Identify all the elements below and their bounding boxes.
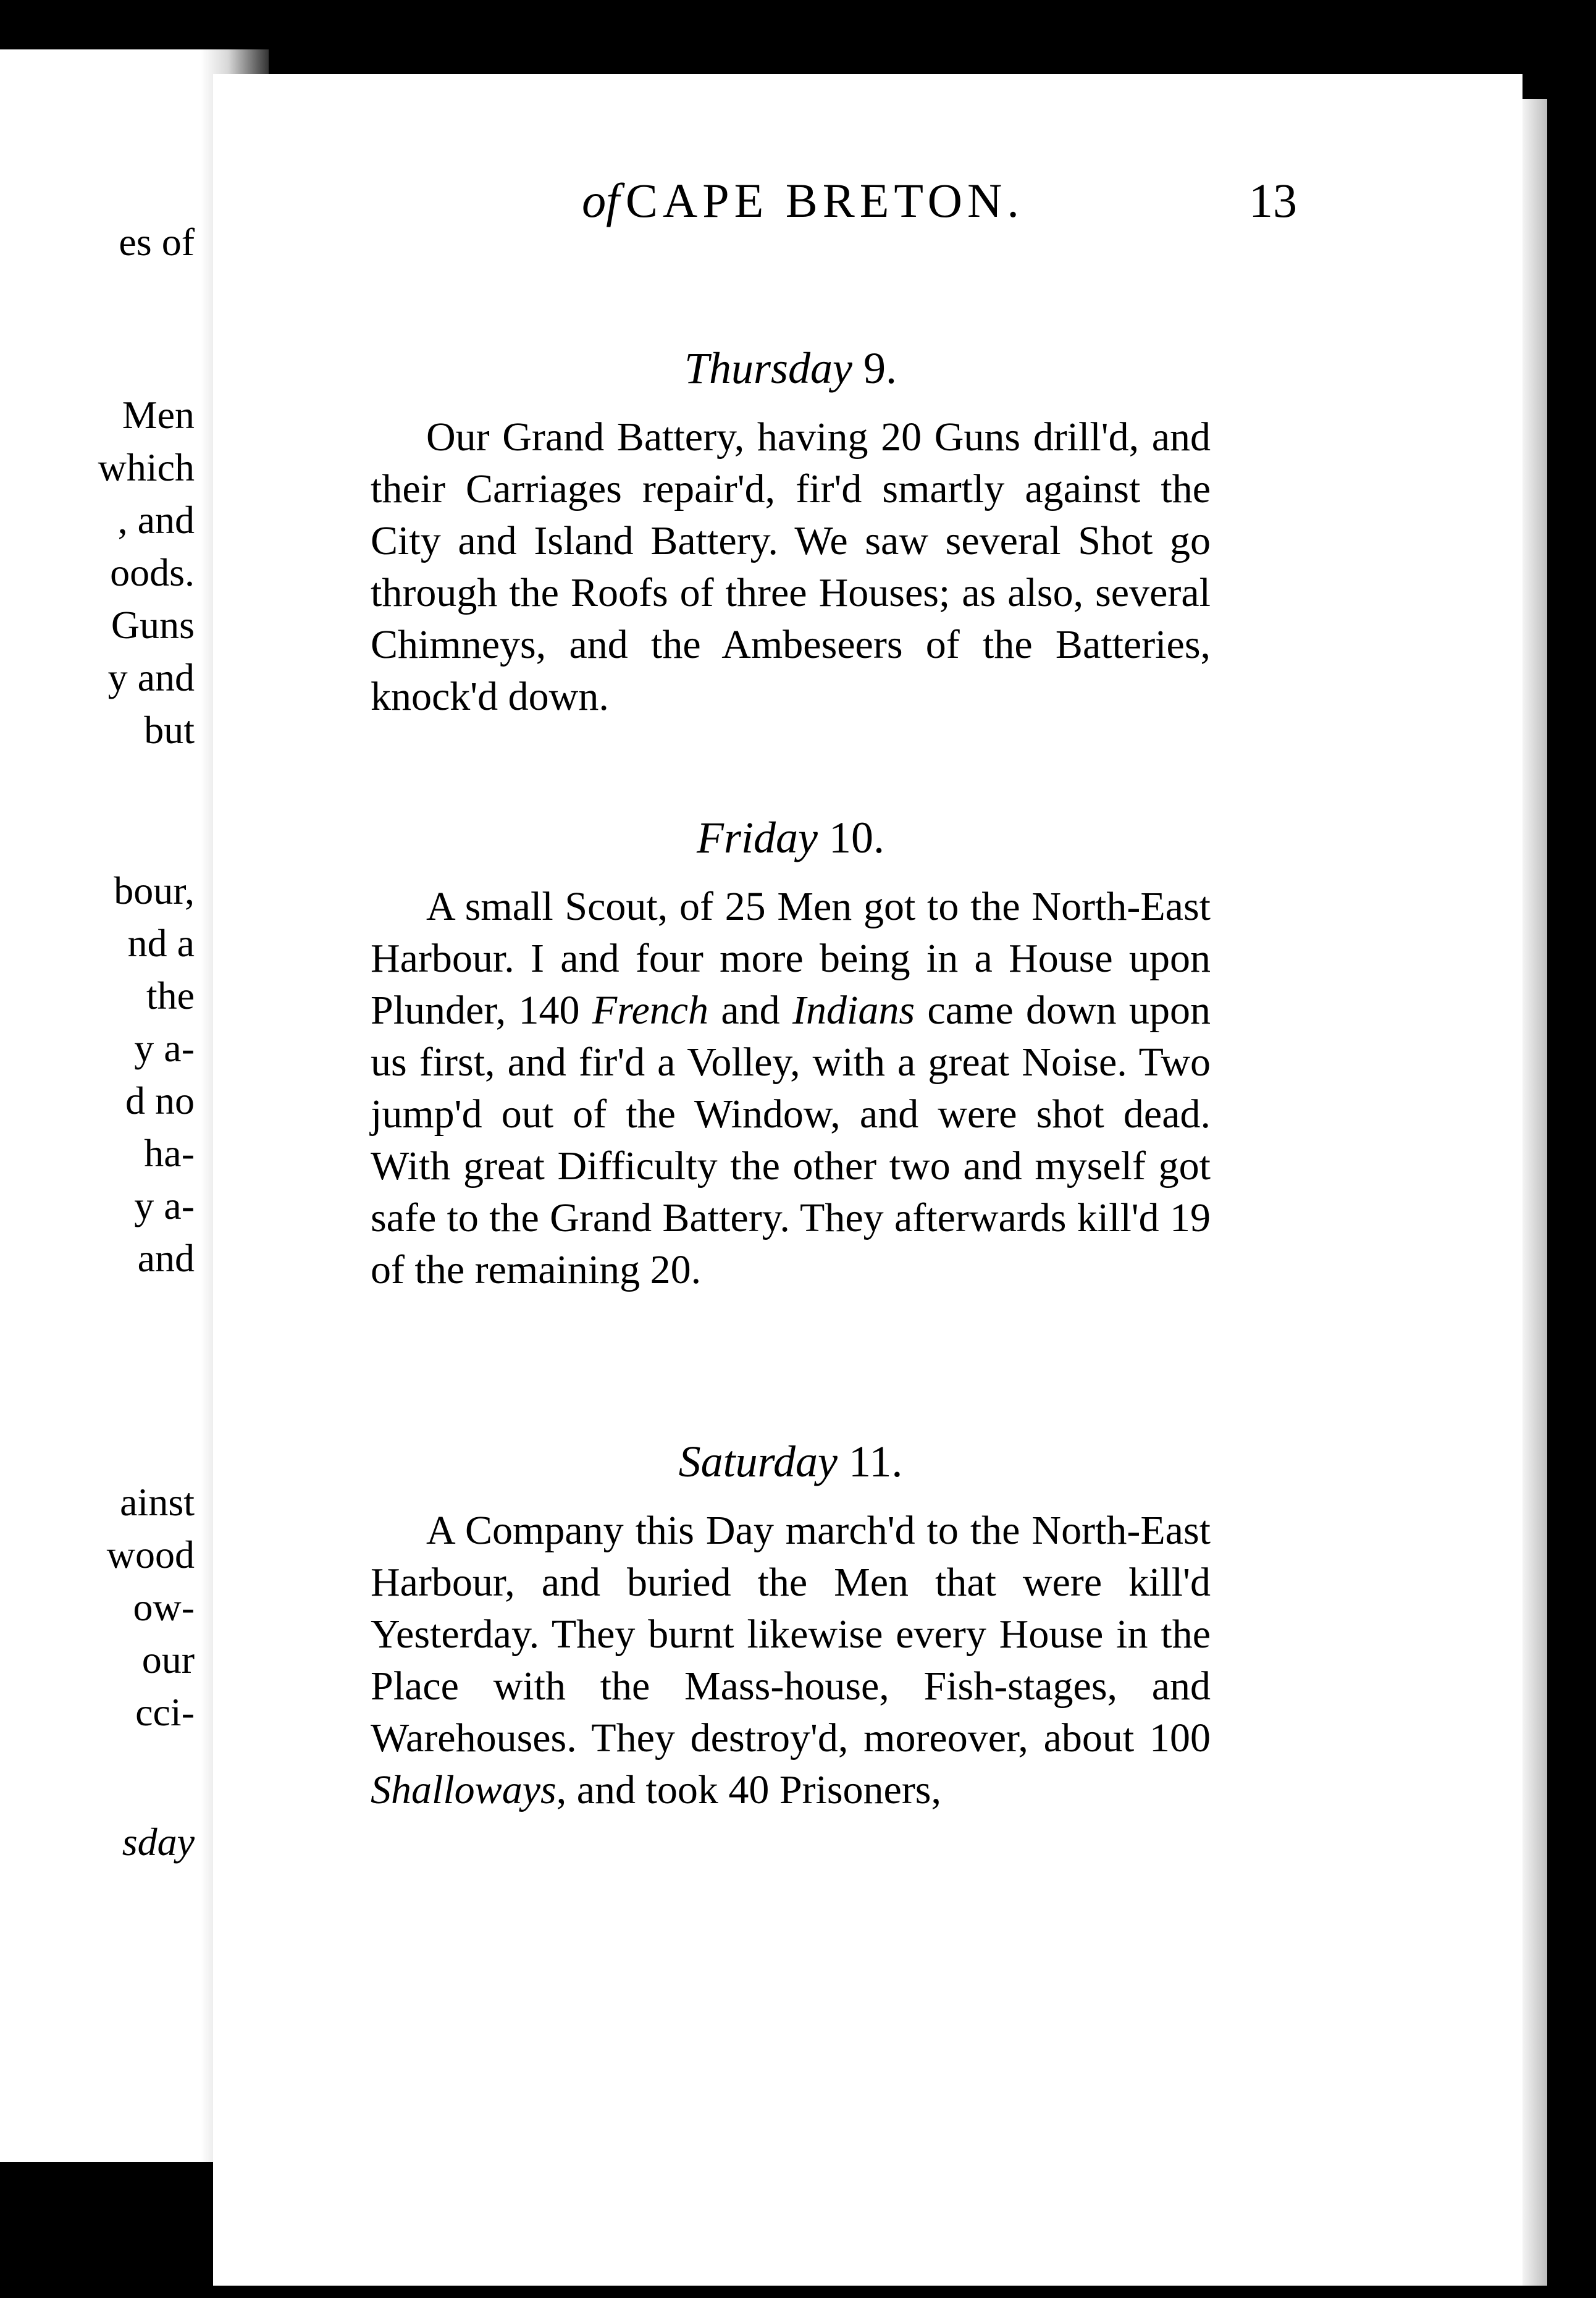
left-page-fragment: ainst [120,1480,195,1524]
left-page-fragment: es of [119,220,195,264]
left-page-fragment: ha- [144,1131,195,1175]
running-head [309,167,1297,229]
page-edge [1522,99,1547,2286]
text-run: A Company this Day march'd to the North-East Harbour, and buried the Men that were kill'd Yesterday. They burnt likewise every House in the Place with the Mass-house, Fish-stages, and Warehouses. They destroy'd, moreover, about 100 [371,1508,1211,1761]
left-page-fragment: nd a [127,921,195,965]
left-page-fragment: y and [107,655,195,699]
text-run: came down upon us first, and fir'd a Volley, with a great Noise. Two jump'd out of the Window, and were shot dead. With great Difficulty the other two and myself got safe to the Grand Battery. They afterwards kill'd 19 of the remaining 20. [371,988,1211,1292]
entry-thursday [371,343,1211,723]
text-run: and [708,988,793,1033]
left-page-fragment: Men [122,393,195,437]
left-page-fragment: wood [106,1533,195,1576]
running-head-title [309,173,1297,229]
left-page-fragment: y a- [134,1026,195,1070]
entry-text [371,1505,1211,1816]
left-page-fragment: our [141,1638,195,1681]
left-page-fragment: Guns [111,603,195,647]
left-page [0,49,201,2162]
left-page-fragment: which [98,445,195,489]
day-heading [371,343,1211,393]
day-heading [371,815,1211,860]
running-head-of: of [582,174,620,227]
text-run: A small Scout, of 25 Men got to the North-East Harbour. I and four more being in a House upon Plunder, 140 [371,884,1211,1033]
text-run: , and took 40 Prisoners, [556,1767,941,1812]
left-page-fragment: bour, [114,869,195,912]
left-page-fragment: y a- [134,1184,195,1227]
day-name: Friday [697,813,818,862]
entry-text [371,881,1211,1296]
left-page-fragment: but [144,708,195,752]
day-number: 10. [828,813,884,862]
left-page-fragment: cci- [135,1690,195,1734]
italic-run: French [592,988,709,1033]
day-number: 9. [863,343,897,393]
day-name: Saturday [678,1437,838,1486]
day-heading [371,1439,1211,1484]
left-page-fragment: the [146,974,195,1017]
day-number: 11. [848,1437,903,1486]
italic-run: Indians [792,988,915,1033]
entry-friday [371,815,1211,1296]
left-page-text-fragments [0,49,201,2162]
entry-text: Our Grand Battery, having 20 Guns drill'd, and their Carriages repair'd, fir'd smartly against the City and Island Battery. We saw several Shot go through the Roofs of three Houses; as also, several Chimneys, and the Ambeseers of the Batteries, knock'd down. [371,415,1211,719]
day-name: Thursday [684,343,853,393]
left-page-fragment: sday [122,1820,195,1864]
entry-saturday [371,1439,1211,1816]
left-page-fragment: oods. [110,550,195,594]
italic-run: Shalloways [371,1767,556,1812]
left-page-fragment: ow- [133,1585,195,1629]
running-head-text: CAPE BRETON. [625,174,1024,227]
left-page-fragment: and [137,1236,195,1280]
left-page-fragment: d no [125,1079,195,1122]
left-page-fragment: , and [117,498,195,542]
page-number: 13 [1249,174,1297,227]
